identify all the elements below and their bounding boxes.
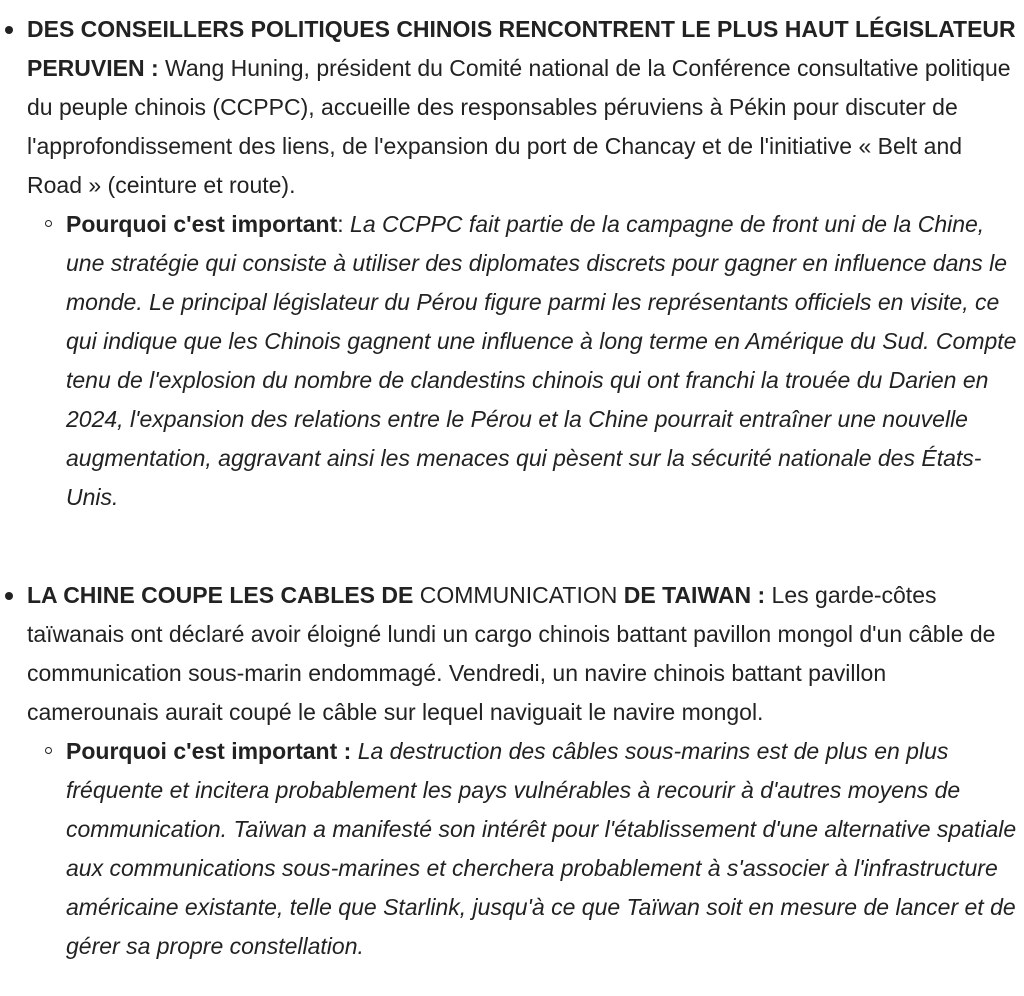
list-item [27,10,1019,517]
sub-paragraph [66,732,1024,966]
item-headline: LA CHINE COUPE LES CABLES DE [27,582,414,608]
why-separator: : [337,211,351,237]
sub-paragraph [66,205,1024,517]
sub-list-item [66,205,1024,517]
item-headline-normal: COMMUNICATION [413,582,624,608]
item-text: Wang Huning, président du Comité national de la Conférence consultative politique du peuple chinois (CCPPC), accueille des responsables péruviens à Pékin pour discuter de l'approfondissement des liens, de l'expansion du port de Chancay et de l'initiative « Belt and Road » (ceinture et route). [27,55,1011,198]
why-text: La destruction des câbles sous-marins est de plus en plus fréquente et incitera probablement les pays vulnérables à recourir à d'autres moyens de communication. Taïwan a manifesté son intérêt pour l'établissement d'une alternative spatiale aux communications sous-marines et cherchera probablement à s'associer à l'infrastructure américaine existante, telle que Starlink, jusqu'à ce que Taïwan soit en mesure de lancer et de gérer sa propre constellation. [66,738,1017,959]
circle-bullet-icon [45,220,52,227]
item-headline: DES CONSEILLERS POLITIQUES CHINOIS RENCONTRENT LE PLUS HAUT LÉGISLATEUR PERUVIEN : [27,16,1016,81]
circle-bullet-icon [45,747,52,754]
bullet-icon [5,26,13,34]
list-item [27,576,1019,966]
bullet-icon [5,592,13,600]
item-text: Les garde-côtes taïwanais ont déclaré avoir éloigné lundi un cargo chinois battant pavillon mongol d'un câble de communication sous-marin endommagé. Vendredi, un navire chinois battant pavillon camerounais aurait coupé le câble sur lequel naviguait le navire mongol. [27,582,996,725]
item-paragraph [27,10,1019,205]
why-label: Pourquoi c'est important [66,211,338,237]
why-text: La CCPPC fait partie de la campagne de front uni de la Chine, une stratégie qui consiste à utiliser des diplomates discrets pour gagner en influence dans le monde. Le principal législateur du Pérou figure parmi les représentants officiels en visite, ce qui indique que les Chinois gagnent une influence à long terme en Amérique du Sud. Compte tenu de l'explosion du nombre de clandestins chinois qui ont franchi la trouée du Darien en 2024, l'expansion des relations entre le Pérou et la Chine pourrait entraîner une nouvelle augmentation, aggravant ainsi les menaces qui pèsent sur la sécurité nationale des États-Unis. [66,211,1017,510]
item-headline-end: DE TAIWAN : [623,582,766,608]
item-paragraph [27,576,1019,732]
sub-list-item [66,732,1024,966]
why-label: Pourquoi c'est important : [66,738,352,764]
